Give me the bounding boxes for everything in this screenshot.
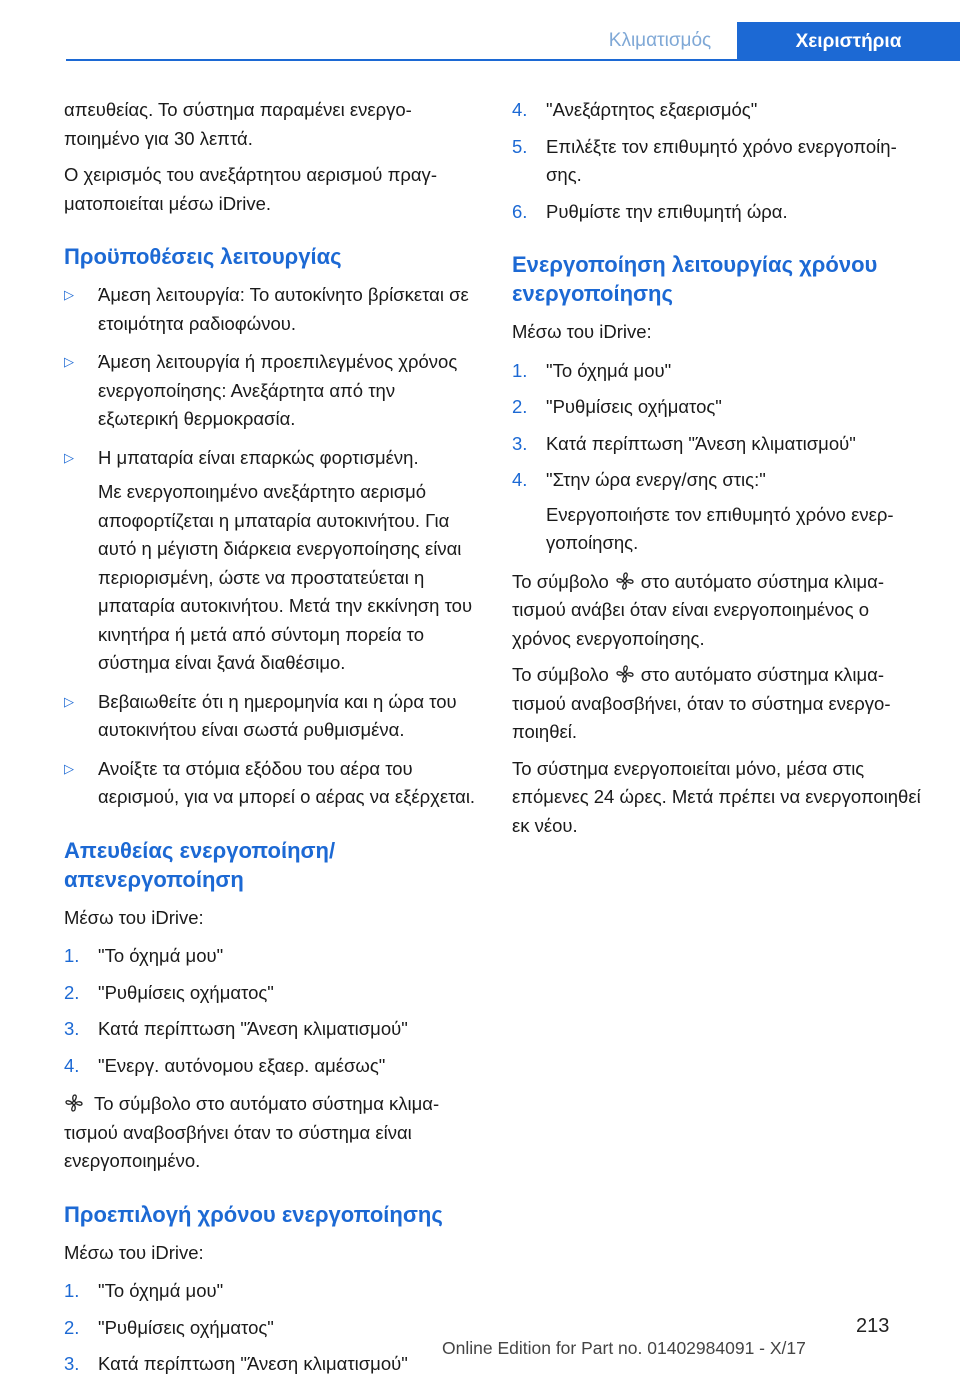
fan-icon [615, 571, 635, 591]
step-item: 1. "Το όχημά μου" [64, 1280, 224, 1301]
heading-direct-activation: Απευθείας ενεργοποίηση/ απενεργοποίηση [64, 837, 336, 892]
triangle-right-icon: ▷ [64, 449, 74, 465]
final-note: Το σύστημα ενεργοποιείται μόνο, μέσα στις επόμενες 24 ώρες. Μετά πρέπει να ενεργοποιηθεί εκ νέου. [512, 757, 921, 836]
triangle-right-icon: ▷ [64, 693, 74, 709]
intro-paragraph-1: απευθείας. Το σύστημα παραμένει ενεργοποιημένο για 30 λεπτά. [64, 99, 412, 149]
via-idrive-label: Μέσω του iDrive: [64, 906, 204, 928]
step-item: 3. Κατά περίπτωση "Άνεση κλιματισμού" [64, 1018, 408, 1039]
list-item: ▷ Άμεση λειτουργία: Το αυτοκίνητο βρίσκεται σε ετοιμότητα ραδιοφώνου. [64, 281, 478, 338]
chapter-tab: Χειριστήρια [737, 22, 960, 61]
left-column [64, 96, 478, 1389]
step-extra: Ενεργοποιήστε τον επιθυμητό χρόνο ενεργοποίησης. [546, 503, 894, 553]
prerequisites-list [64, 281, 478, 812]
step-item: 3. Κατά περίπτωση "Άνεση κλιματισμού" [512, 432, 856, 454]
via-idrive-label: Μέσω του iDrive: [64, 1241, 204, 1263]
symbol-lit-note: Το σύμβολο στο αυτόματο σύστημα κλιματισμού ανάβει όταν είναι ενεργοποιημένος ο χρόνος ενεργοποίησης. [512, 570, 885, 649]
fan-icon [64, 1093, 84, 1113]
triangle-right-icon: ▷ [64, 287, 74, 302]
section-title: Κλιματισμός [583, 22, 737, 61]
step-item: 1. "Το όχημά μου" [512, 359, 672, 381]
header-rule [66, 59, 583, 61]
step-item: 4. "Ανεξάρτητος εξαερισμός" [512, 99, 758, 120]
triangle-right-icon: ▷ [64, 760, 74, 776]
activate-steps [512, 357, 925, 558]
triangle-right-icon: ▷ [64, 354, 74, 369]
step-item: 4. "Στην ώρα ενεργ/σης στις:" Ενεργοποιήστε τον επιθυμητό χρόνο ενεργοποίησης. [512, 466, 925, 558]
step-item: 2. "Ρυθμίσεις οχήματος" [64, 1316, 274, 1338]
step-item: 3. Κατά περίπτωση "Άνεση κλιματισμού" [64, 1353, 408, 1374]
direct-steps [64, 942, 478, 1080]
heading-activate-timer: Ενεργοποίηση λειτουργίας χρόνου ενεργοποίησης [512, 252, 878, 306]
preset-steps [64, 1277, 478, 1379]
via-idrive-label: Μέσω του iDrive: [512, 321, 652, 342]
fan-icon [615, 664, 635, 684]
heading-preset-time: Προεπιλογή χρόνου ενεργοποίησης [64, 1201, 443, 1227]
right-column [512, 96, 925, 848]
list-item: ▷ Άμεση λειτουργία ή προεπιλεγμένος χρόνος ενεργοποίησης: Ανεξάρτητα από την εξωτερική θερμοκρασία. [64, 348, 478, 434]
step-item: 6. Ρυθμίστε την επιθυμητή ώρα. [512, 200, 788, 222]
list-item: ▷ Η μπαταρία είναι επαρκώς φορτισμένη. Με ενεργοποιημένο ανεξάρτητο αερισμό αποφορτίζεται η μπαταρία αυτοκινήτου. Για αυτό η μέγιστη διάρκεια ενεργοποίησης είναι περιορισμένη, ώστε να προστατεύεται η μπαταρία αυτοκινήτου. Μετά την εκκίνηση του κινητήρα ή μετά από σύντομη πορεία το σύστημα είναι ξανά διαθέσιμο. [64, 444, 478, 678]
battery-note: Με ενεργοποιημένο ανεξάρτητο αερισμό αποφορτίζεται η μπαταρία αυτοκινήτου. Για αυτό η μέγιστη διάρκεια ενεργοποίησης είναι περιορισμένη, ώστε να προστατεύεται η μπαταρία αυτοκινήτου. Μετά την εκκίνηση του κινητήρα ή μετά από σύντομη πορεία το σύστημα είναι ξανά διαθέσιμο. [98, 481, 473, 673]
step-item: 2. "Ρυθμίσεις οχήματος" [64, 981, 274, 1003]
step-item: 2. "Ρυθμίσεις οχήματος" [512, 396, 722, 417]
step-item: 5. Επιλέξτε τον επιθυμητό χρόνο ενεργοποίησης. [512, 135, 897, 185]
page-number: 213 [856, 1315, 890, 1337]
step-item: 1. "Το όχημά μου" [64, 945, 224, 966]
intro-paragraph-2: Ο χειρισμός του ανεξάρτητου αερισμού πραγματοποιείται μέσω iDrive. [64, 164, 437, 214]
page-header [583, 22, 960, 61]
heading-prerequisites: Προϋποθέσεις λειτουργίας [64, 244, 342, 269]
preset-steps-continued [512, 96, 925, 226]
symbol-flash-note: Το σύμβολο στο αυτόματο σύστημα κλιματισμού αναβοσβήνει, όταν το σύστημα ενεργοποιηθεί. [512, 664, 891, 742]
footer-edition: Online Edition for Part no. 01402984091 - X/17 [442, 1338, 806, 1358]
step-item: 4. "Ενεργ. αυτόνομου εξαερ. αμέσως" [64, 1054, 386, 1076]
list-item: ▷ Ανοίξτε τα στόμια εξόδου του αέρα του αερισμού, για να μπορεί ο αέρας να εξέρχεται. [64, 755, 478, 812]
symbol-note: Το σύμβολο στο αυτόματο σύστημα κλιματισμού αναβοσβήνει όταν το σύστημα είναι ενεργοποιημένο. [64, 1093, 440, 1171]
list-item: ▷ Βεβαιωθείτε ότι η ημερομηνία και η ώρα του αυτοκινήτου είναι σωστά ρυθμισμένα. [64, 688, 478, 745]
